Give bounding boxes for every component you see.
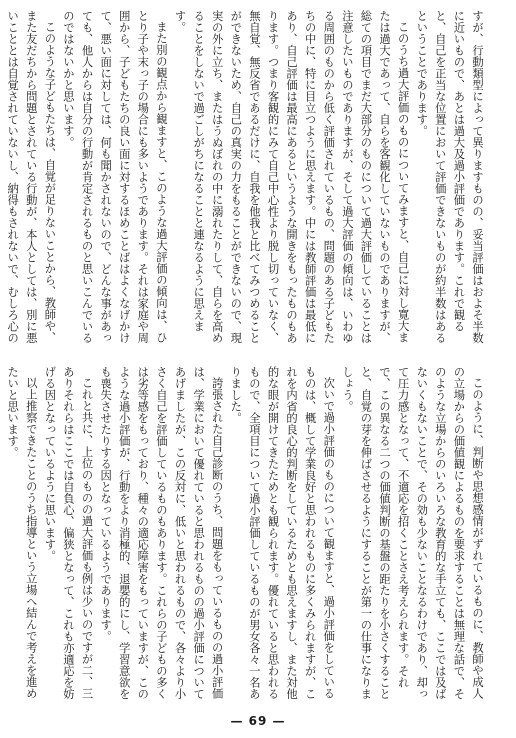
paragraph: すが、行動類型によって異りますものの、妥当評価はおよそ半数に近いもので、あとは過大及過小評価であります。これで観ると、自己を正当な位置において評価できないものが約半数はあるということであります。: [415, 10, 484, 344]
paragraph: このように、判断や思想感情がずれているものに、教師や成人の立場からの価値観によるものを要求することは無理な話で、そのような立場からのいろいろな教育的な手立ても、ここでは及ばないくもないことで、その効も少ないことなるわけであり、却って圧力感となって、不適応を招くことさえ考えられます。それで、この異なる二つの価値判断の基盤の距たりを小さくすることと、自覚の芽を伸ばさせるようにすることが第一の仕事になりましょう。: [340, 366, 484, 700]
top-text-block: [6, 10, 486, 348]
page-number: — 69 —: [230, 714, 286, 728]
paragraph: このような子どもたちは、自覚が足りないことから、教師や、また友だちから問題とされている行動が、本人としては、別に悪いこととは自覚されていないし、納得もされないで、むしろ心の: [6, 10, 57, 344]
paragraph: 以上推察できたことのうち指導という立場へ結んで考えを進めたいと思います。: [6, 366, 38, 700]
paragraph: 次いで過小評価のものについて観ますと、過小評価をしているものは、概して学業良好と思われるものに多くみられますが、これを内省的良心的判断をしているためとも思えますし、また対他的な眼が開けてきたためとも観られます。優れていると思われるもので、全項目について過小評価しているものが男女各々一名ありました。: [229, 366, 336, 700]
paragraph: これと共に、上位のものの過大評価も例は少いのですが二、三ありそれらはここでは自負心、偏狭となって、これも亦適応を妨げる因となっているように思います。: [43, 366, 94, 700]
paragraph: 誇張された自己診断のうち、問題をもっているものの過小評価は、学業において優れていると思われるものの過小評価についてあげましたが、この反対に、低いと思われるもので、各々より小さく自己を評価しているものもあります。これらの子どもの多くは劣等感をもっており、種々の適応障害をもっていますが、このような過小評価が、行動をより消極的、退嬰的にし、学習意欲をも喪失させたりする因となっているようであります。: [99, 366, 224, 700]
paragraph: このうち過大評価のものについてみますと、自己に対し寛大または過大であって、自らを客観化していないものでありますが、総ての項目でまだ大部分のものについて過大評価していることは注意したいものでありますが、そして過大評価の傾向は、いわゆる周囲のものから低く評価されているもの、問題のある子どもたちの中に、特に目立つように思えます。中には教師評価は最低にあり、自己評価は最高にあるというような開きをもったものもあります。つまり客観的にみて自己中心性より脱し切っていなく、無自覚、無反省であるだけに、自我を他我と比べてみつめることができないため、自己の真実の力をもることができないので、現実の外に立ち、またはうぬぼれの中に溺れたりして、自らを高めることをしないで過ごしがちになることと連なるように思えます。: [173, 10, 410, 344]
paragraph: また別の観点から観ますと、このような過大評価の傾向は、ひとり子や末っ子の場合にも多いようであります。それは家庭や周囲から、子どもたちの良い面に対するほめことばはよくなげかけて、悪い面に対しては、何も聞かされないので、どんな事があっても、他人からは自分の行動が肯定されるものと思いこんでいるのではないかと思います。: [61, 10, 168, 344]
bottom-text-block: [6, 366, 486, 704]
